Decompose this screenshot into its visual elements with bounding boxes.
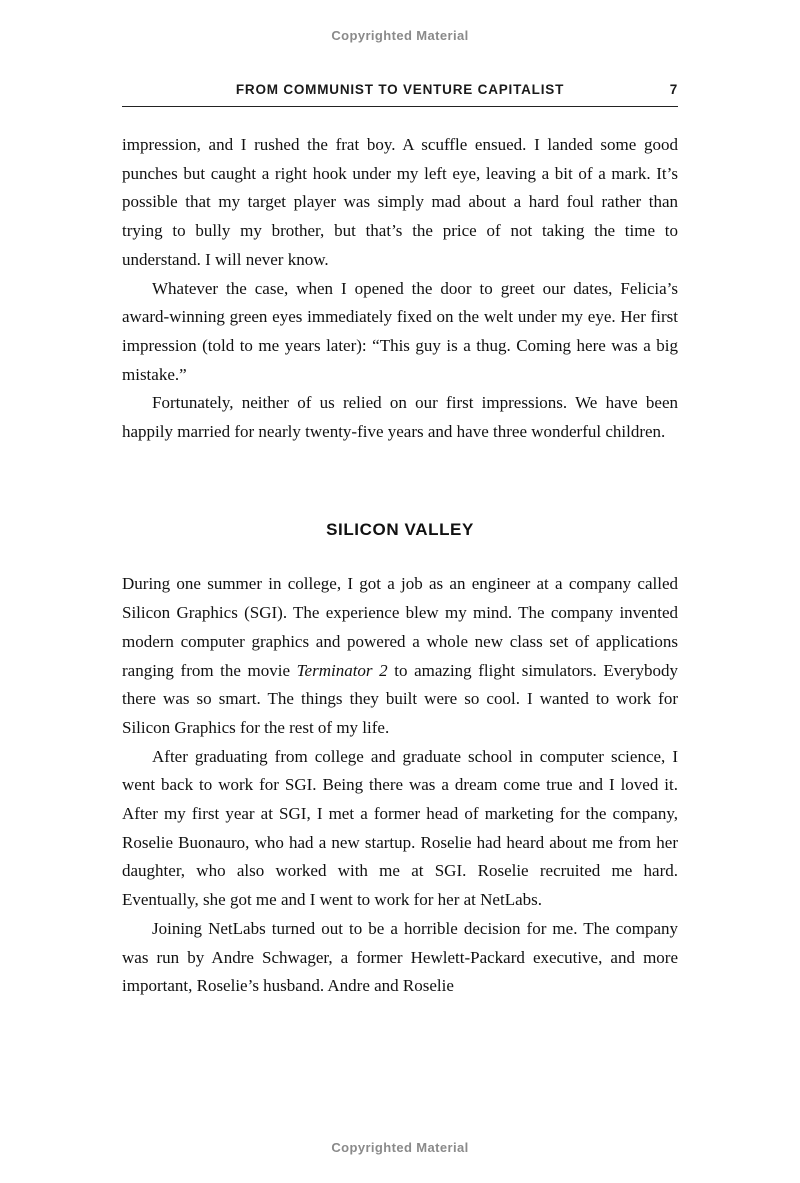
copyright-notice-bottom: Copyrighted Material bbox=[331, 1140, 469, 1155]
body-text bbox=[122, 131, 678, 1001]
text-run: Fortunately, neither of us relied on our first impressions. We have been happily married for nearly twenty-five years and have three wonderful children. bbox=[122, 393, 678, 442]
header-rule bbox=[122, 106, 678, 107]
paragraph bbox=[122, 915, 678, 1001]
paragraph bbox=[122, 131, 678, 275]
text-run: Joining NetLabs turned out to be a horrible decision for me. The company was run by Andre Schwager, a former Hewlett-Packard executive, and more important, Roselie’s husband. Andre and Roselie bbox=[122, 918, 678, 996]
section-heading: SILICON VALLEY bbox=[326, 519, 474, 539]
paragraph bbox=[122, 275, 678, 390]
paragraph bbox=[122, 389, 678, 446]
text-run: impression, and I rushed the frat boy. A scuffle ensued. I landed some good punches but caught a right hook under my left eye, leaving a bit of a mark. It’s possible that my target player was simply mad about a hard foul rather than trying to bully my brother, but that’s the price of not taking the time to understand. I will never know. bbox=[122, 135, 678, 269]
page-number: 7 bbox=[669, 82, 678, 97]
text-run: to amazing flight simulators. Everybody there was so smart. The things they built were so cool. I wanted to work for Silicon Graphics for the rest of my life. bbox=[122, 660, 678, 737]
paragraphs-after bbox=[122, 570, 678, 1001]
italic-text-run: Terminator 2 bbox=[296, 660, 388, 680]
text-run: Whatever the case, when I opened the door to greet our dates, Felicia’s award-winning green eyes immediately fixed on the welt under my eye. Her first impression (told to me years later): “This guy is a thug. Coming here was a big mistake.” bbox=[122, 278, 678, 384]
text-run: After graduating from college and graduate school in computer science, I went back to work for SGI. Being there was a dream come true and I loved it. After my first year at SGI, I met a former head of marketing for the company, Roselie Buonauro, who had a new startup. Roselie had heard about me from her daughter, who also worked with me at SGI. Roselie recruited me hard. Eventually, she got me and I went to work for her at NetLabs. bbox=[122, 746, 678, 910]
copyright-notice-top: Copyrighted Material bbox=[331, 28, 469, 43]
text-run: During one summer in college, I got a job as an engineer at a company called Silicon Graphics (SGI). The experience blew my mind. The company invented modern computer graphics and powered a whole new class set of applications ranging from the movie bbox=[122, 574, 678, 680]
paragraphs-before bbox=[122, 131, 678, 447]
chapter-title: FROM COMMUNIST TO VENTURE CAPITALIST bbox=[235, 82, 565, 97]
running-header bbox=[122, 82, 678, 97]
paragraph bbox=[122, 743, 678, 915]
paragraph bbox=[122, 570, 678, 742]
